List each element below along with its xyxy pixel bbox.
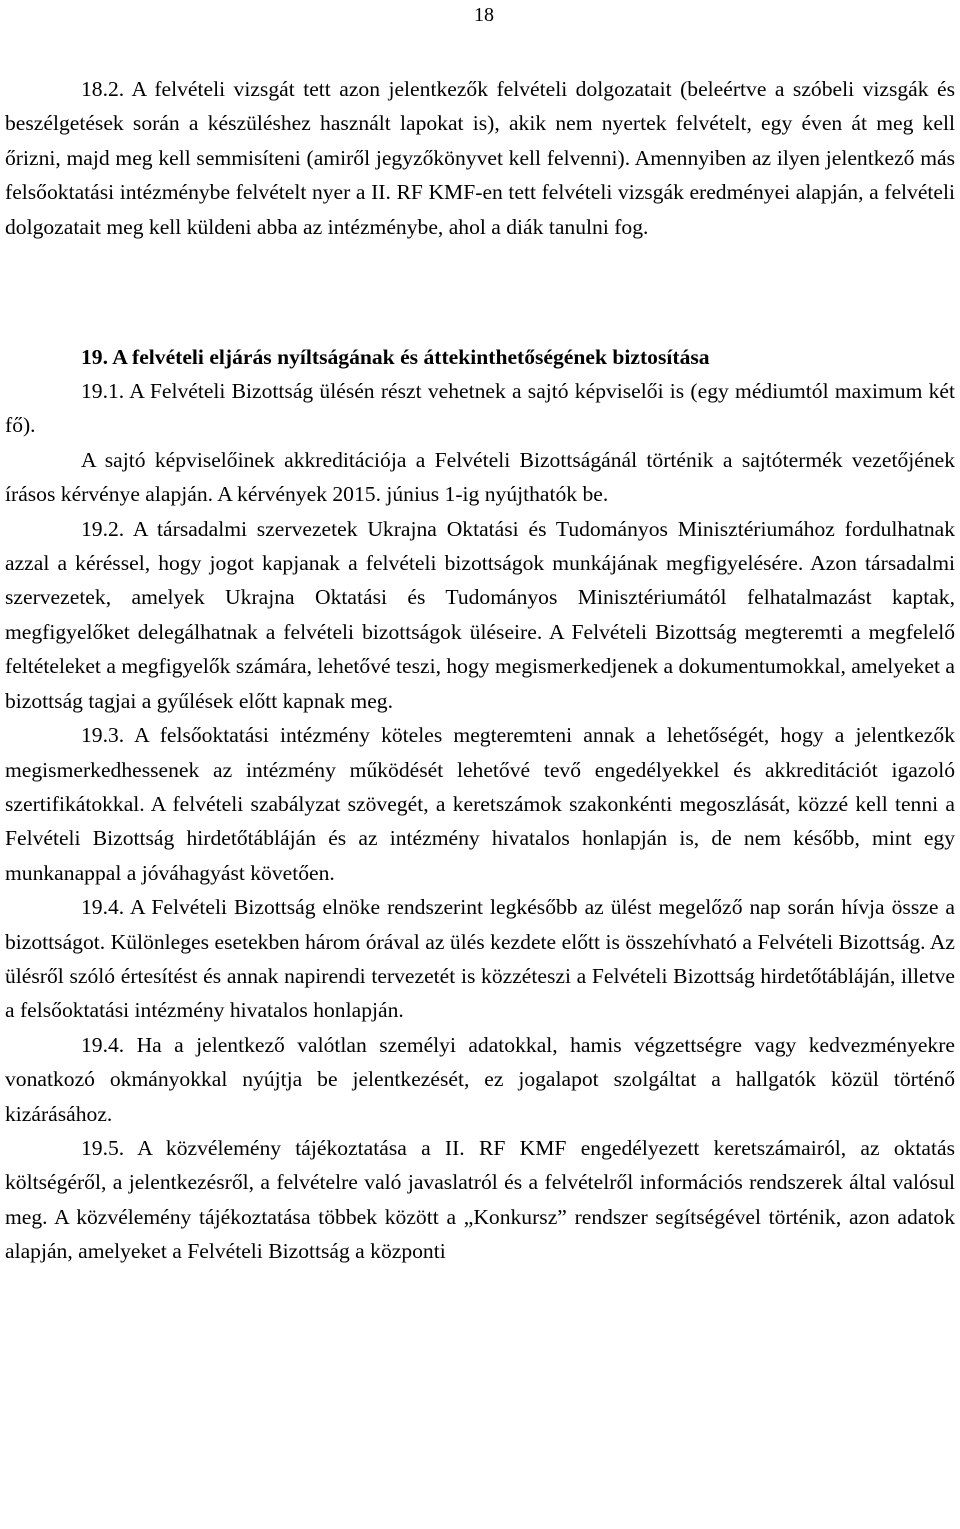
paragraph-19-5: 19.5. A közvélemény tájékoztatása a II. RF KMF engedélyezett keretszámairól, az oktatás költségéről, a jelentkezésről, a felvételre való javaslatról és a felvételről információs rendszerek által valósul meg. A közvélemény tájékoztatása többek között a „Konkursz” rendszer segítségével történik, azon adatok alapján, amelyeket a Felvételi Bizottság a központi bbox=[5, 1135, 955, 1264]
paragraph-18-2: 18.2. A felvételi vizsgát tett azon jelentkezők felvételi dolgozatait (beleértve a szóbeli vizsgák és beszélgetések során a készüléshez használt lapokat is), akik nem nyertek felvételt, egy éven át meg kell őrizni, majd meg kell semmisíteni (amiről jegyzőkönyvet kell felvenni). Amennyiben az ilyen jelentkező más felsőoktatási intézménybe felvételt nyer a II. RF KMF-en tett felvételi vizsgák eredményei alapján, a felvételi dolgozatait meg kell küldeni abba az intézménybe, ahol a diák tanulni fog. bbox=[5, 77, 955, 239]
document-body bbox=[5, 72, 955, 1269]
page-number: 18 bbox=[474, 4, 494, 26]
paragraph-19-4-exclusion: 19.4. Ha a jelentkező valótlan személyi adatokkal, hamis végzettségre vagy kedvezményekre vonatkozó okmányokkal nyújtja be jelentkezését, ez jogalapot szolgáltat a hallgatók közül történő kizárásához. bbox=[5, 1032, 955, 1126]
paragraph-19-3: 19.3. A felsőoktatási intézmény köteles megteremteni annak a lehetőségét, hogy a jelentkezők megismerkedhessenek az intézmény működését lehetővé tevő engedélyekkel és akkreditációt igazoló szertifikátokkal. A felvételi szabályzat szövegét, a keretszámok szakonkénti megoszlását, közzé kell tenni a Felvételi Bizottság hirdetőtábláján és az intézmény hivatalos honlapján is, de nem később, mint egy munkanappal a jóváhagyást követően. bbox=[5, 723, 955, 885]
paragraph-19-4-convening: 19.4. A Felvételi Bizottság elnöke rendszerint legkésőbb az ülést megelőző nap során hívja össze a bizottságot. Különleges esetekben három órával az ülés kezdete előtt is összehívható a Felvételi Bizottság. Az ülésről szóló értesítést és annak napirendi tervezetét is közzéteszi a Felvételi Bizottság hirdetőtábláján, illetve a felsőoktatási intézmény hivatalos honlapján. bbox=[5, 895, 955, 1023]
paragraph-19-1: 19.1. A Felvételi Bizottság ülésén részt vehetnek a sajtó képviselői is (egy médiumtól maximum két fő). bbox=[5, 379, 955, 438]
paragraph-19-1-accreditation: A sajtó képviselőinek akkreditációja a Felvételi Bizottságánál történik a sajtótermék vezetőjének írásos kérvénye alapján. A kérvények 2015. június 1-ig nyújthatók be. bbox=[5, 447, 955, 507]
paragraph-19-2: 19.2. A társadalmi szervezetek Ukrajna Oktatási és Tudományos Minisztériumához fordulhatnak azzal a kéréssel, hogy jogot kapjanak a felvételi bizottságok munkájának megfigyelésére. Azon társadalmi szervezetek, amelyek Ukrajna Oktatási és Tudományos Minisztériumától felhatalmazást kaptak, megfigyelőket delegálhatnak a felvételi bizottságok üléseire. A Felvételi Bizottság megteremti a megfelelő feltételeket a megfigyelők számára, lehetővé teszi, hogy megismerkedjenek a dokumentumokkal, amelyeket a bizottság tagjai a gyűlések előtt kapnak meg. bbox=[5, 516, 955, 713]
section-heading-19: 19. A felvételi eljárás nyíltságának és áttekinthetőségének biztosítása bbox=[81, 345, 710, 370]
section-gap bbox=[5, 244, 955, 340]
